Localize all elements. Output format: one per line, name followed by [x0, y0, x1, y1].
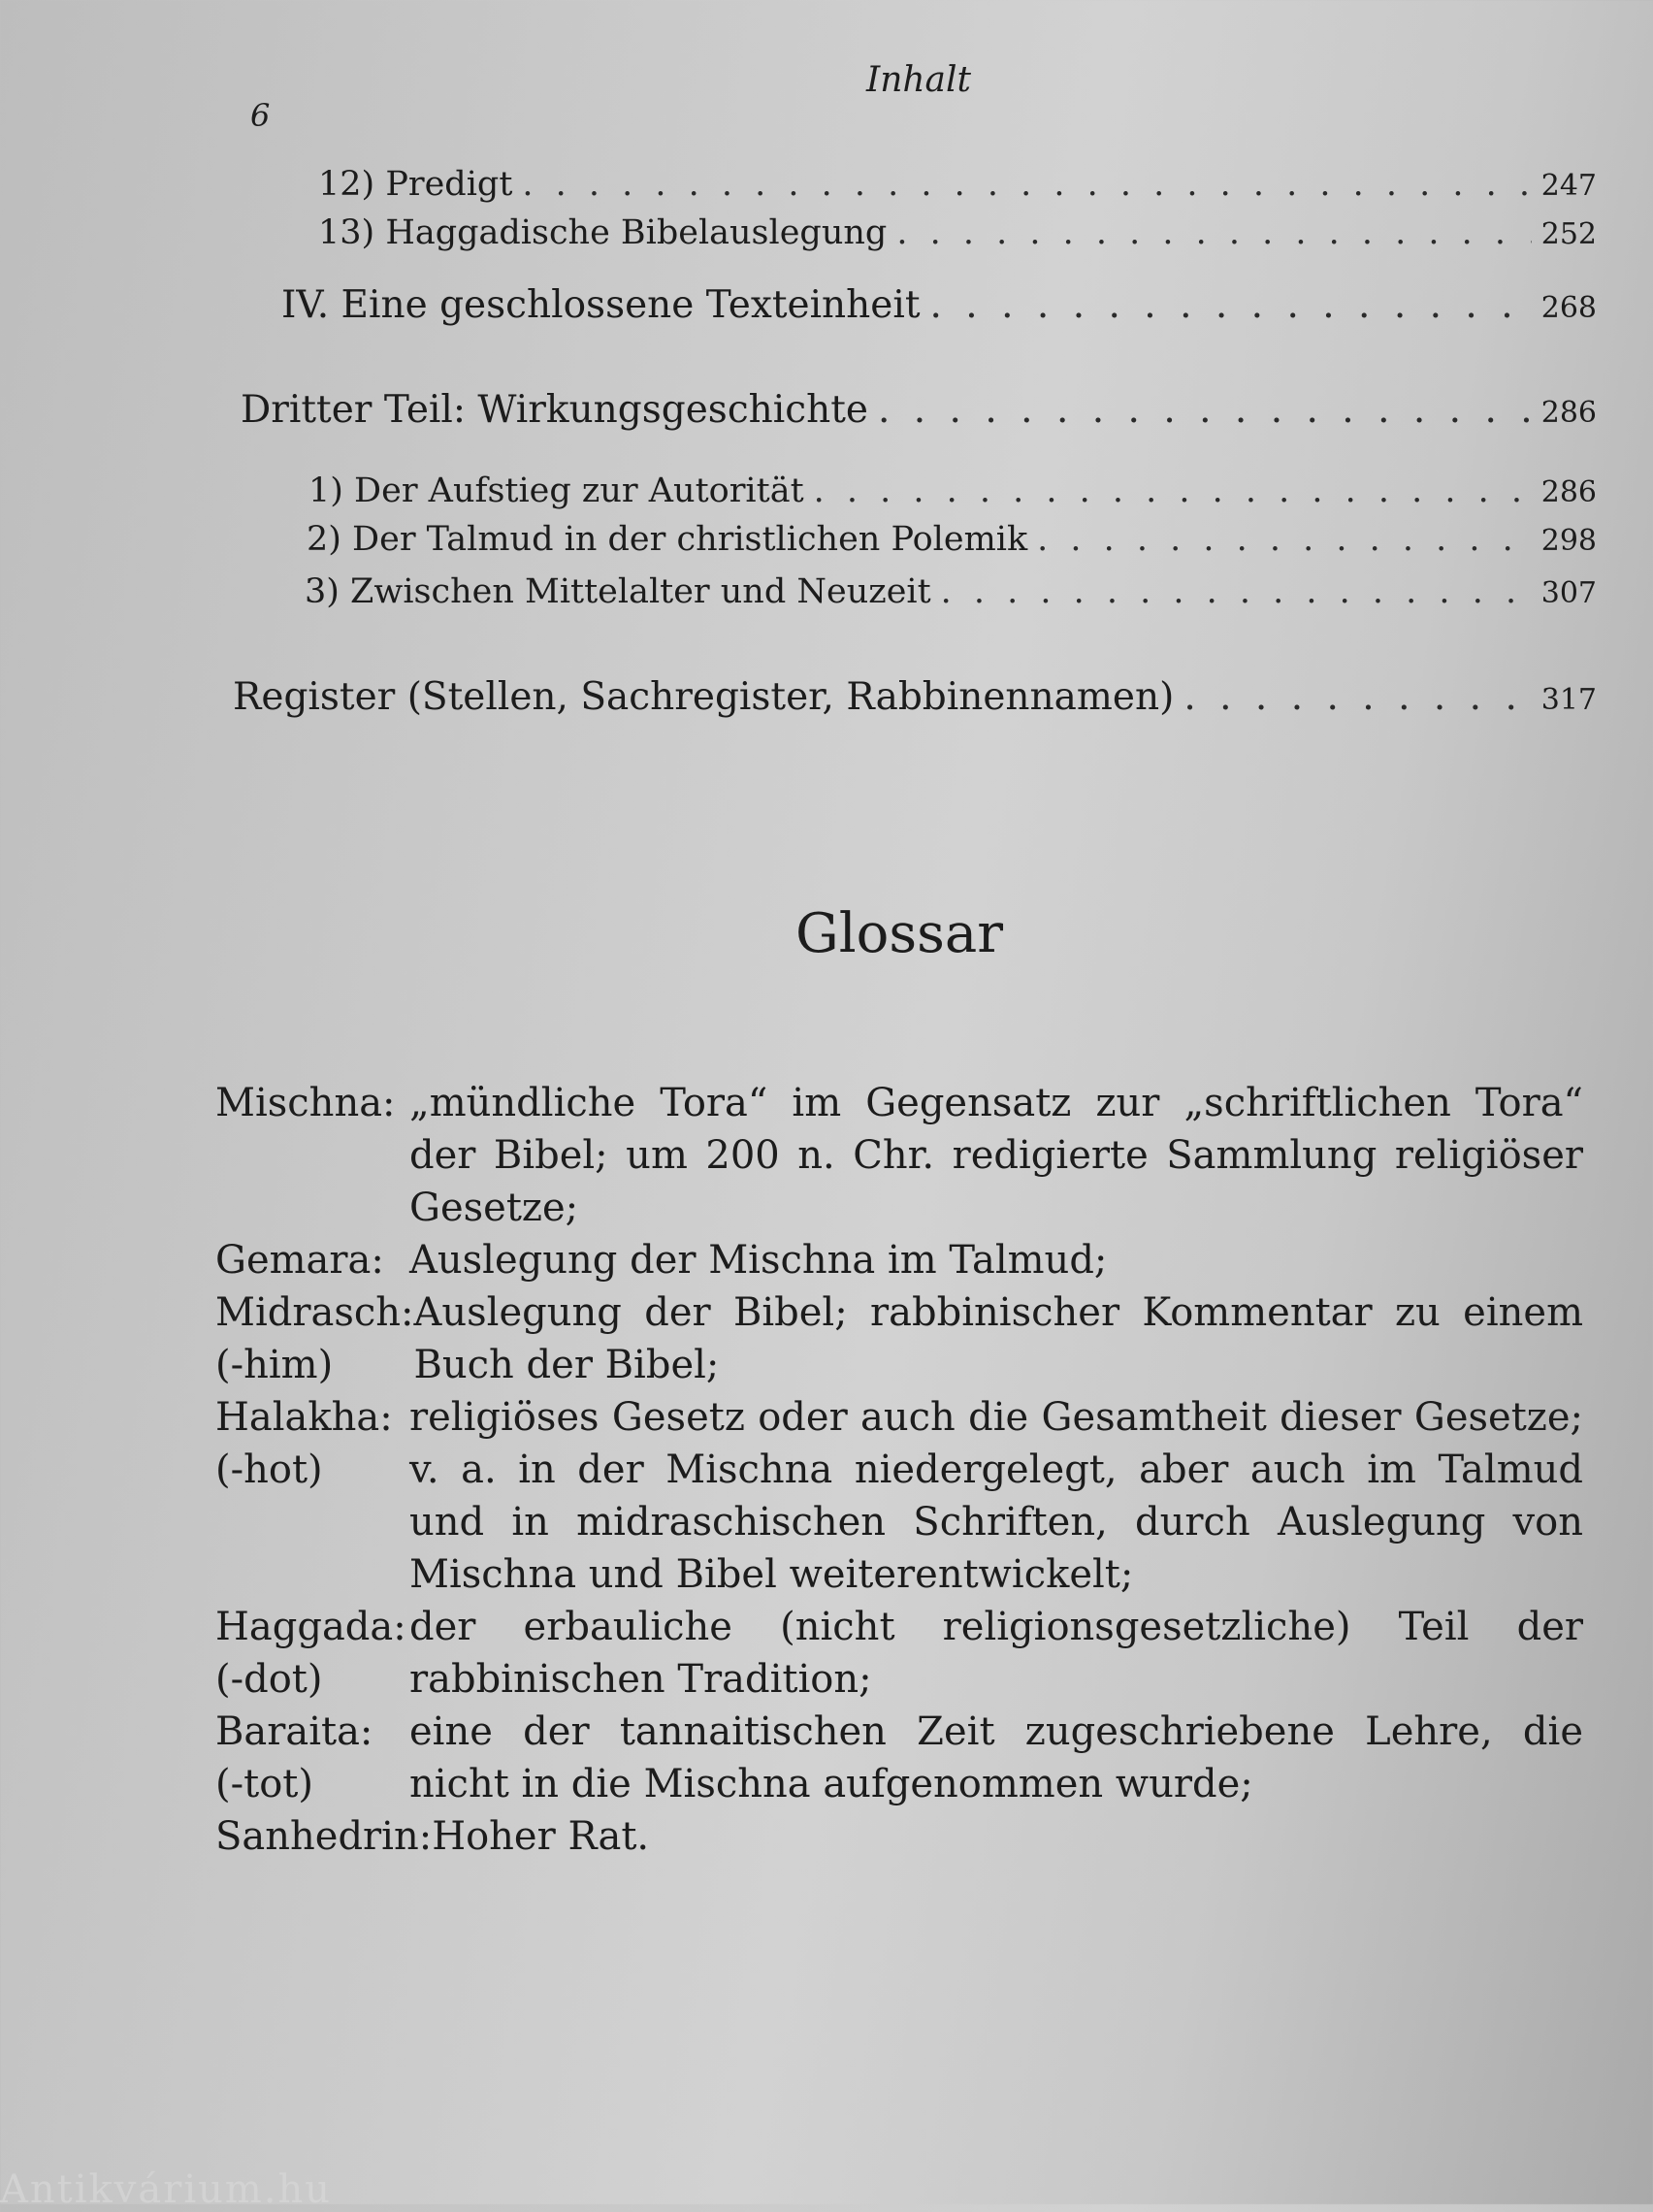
- toc-entry-label: 12) Predigt: [318, 165, 513, 204]
- toc-entry: [305, 572, 1597, 611]
- glossary-list: [215, 1077, 1583, 1863]
- glossary-definition: Auslegung der Mischna im Talmud;: [409, 1238, 1108, 1283]
- toc-leader-dots: [1037, 520, 1532, 559]
- glossary-entry: [215, 1077, 1583, 1234]
- toc-entry-page: 268: [1540, 291, 1597, 325]
- toc-leader-dots: [814, 472, 1532, 510]
- glossary-term: Gemara:: [215, 1238, 384, 1283]
- glossary-term: Haggada: (-dot): [215, 1605, 406, 1702]
- toc-entry-label: IV. Eine geschlossene Texteinheit: [281, 283, 921, 327]
- glossary-term: Midrasch: (-him): [215, 1290, 414, 1387]
- glossary-term: Mischna:: [215, 1081, 396, 1125]
- toc-leader-dots: [878, 388, 1532, 432]
- toc-leader-dots: [1183, 675, 1531, 719]
- toc-entry: [241, 388, 1597, 432]
- glossary-definition: Hoher Rat.: [432, 1814, 650, 1859]
- toc-leader-dots: [522, 165, 1531, 204]
- toc-entry-label: 13) Haggadische Bibelauslegung: [318, 213, 888, 252]
- toc-entry-label: Dritter Teil: Wirkungsgeschichte: [241, 388, 868, 432]
- watermark: Antikvárium.hu: [0, 2167, 333, 2212]
- glossary-entry: [215, 1601, 1583, 1706]
- toc-entry: [233, 675, 1597, 719]
- page-number: 6: [250, 97, 271, 134]
- glossary-definition: „mündliche Tora“ im Gegensatz zur „schriftlichen Tora“ der Bibel; um 200 n. Chr. redigierte Sammlung religiöser Gesetze;: [409, 1081, 1583, 1230]
- running-title: Inhalt: [865, 60, 972, 100]
- toc-entry-page: 317: [1540, 683, 1597, 717]
- glossary-entry: [215, 1286, 1583, 1391]
- toc-entry-page: 247: [1540, 169, 1597, 203]
- glossary-entry: [215, 1706, 1583, 1810]
- glossary-definition: religiöses Gesetz oder auch die Gesamtheit dieser Gesetze; v. a. in der Mischna niedergelegt, aber auch im Talmud und in midraschischen Schriften, durch Auslegung von Mischna und Bibel weiterentwickelt;: [409, 1395, 1583, 1597]
- glossary-definition: der erbauliche (nicht religionsgesetzliche) Teil der rabbinischen Tradition;: [409, 1605, 1583, 1702]
- toc-leader-dots: [896, 213, 1531, 252]
- toc-entry-page: 252: [1540, 217, 1597, 251]
- toc-entry-page: 286: [1540, 396, 1597, 430]
- glossary-term: Baraita: (-tot): [215, 1709, 373, 1806]
- glossary-definition: Auslegung der Bibel; rabbinischer Kommentar zu einem Buch der Bibel;: [413, 1290, 1583, 1387]
- glossary-term: Sanhedrin:: [215, 1814, 433, 1859]
- glossary-term: Halakha: (-hot): [215, 1395, 393, 1492]
- toc-entry-label: 2) Der Talmud in der christlichen Polemik: [307, 520, 1028, 559]
- toc-entry-page: 307: [1540, 576, 1597, 610]
- toc-entry: [318, 213, 1597, 252]
- toc-entry-label: Register (Stellen, Sachregister, Rabbinennamen): [233, 675, 1175, 719]
- glossary-entry: [215, 1391, 1583, 1601]
- toc-entry: [308, 472, 1597, 510]
- toc-leader-dots: [930, 283, 1532, 327]
- glossary-entry: [215, 1234, 1583, 1286]
- toc-entry-label: 3) Zwischen Mittelalter und Neuzeit: [305, 572, 931, 611]
- toc-entry-label: 1) Der Aufstieg zur Autorität: [308, 472, 804, 510]
- toc-entry-page: 286: [1540, 475, 1597, 509]
- toc-entry: [281, 283, 1597, 327]
- glossary-entry: [215, 1810, 1583, 1863]
- toc-leader-dots: [941, 572, 1532, 611]
- toc-entry-page: 298: [1540, 524, 1597, 558]
- toc-entry: [318, 165, 1597, 204]
- toc-entry: [307, 520, 1597, 559]
- glossar-heading: Glossar: [795, 902, 1003, 965]
- glossary-definition: eine der tannaitischen Zeit zugeschriebene Lehre, die nicht in die Mischna aufgenommen wurde;: [409, 1709, 1583, 1806]
